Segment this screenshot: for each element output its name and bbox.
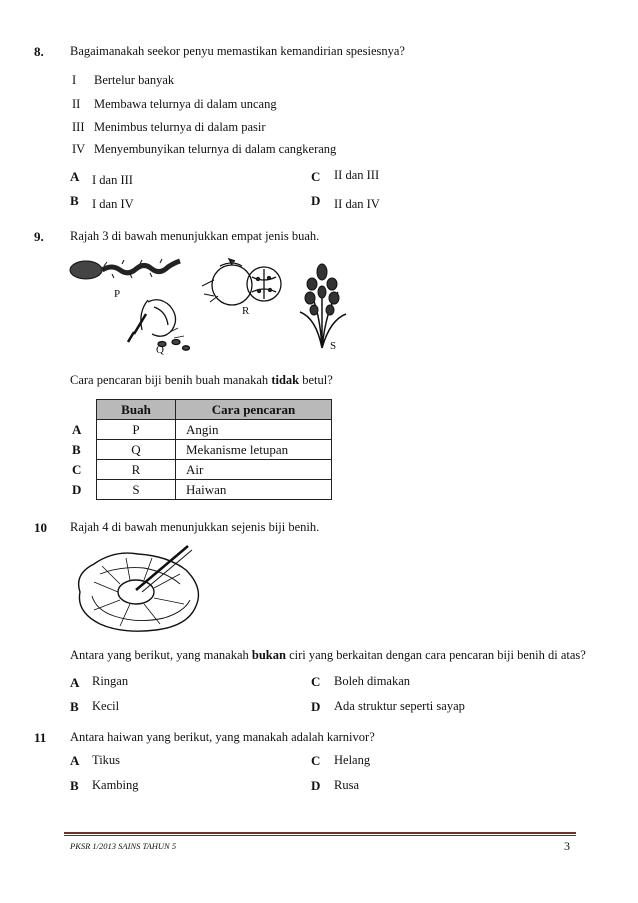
table-row [70,460,332,480]
statement-text: Bertelur banyak [94,73,175,87]
fruit-p-drawing [70,259,180,279]
fruit-q-drawing [128,300,190,350]
option-letter: A [70,675,80,690]
fruit-s-drawing [300,264,346,348]
table-row [70,440,332,460]
cell-buah: P [97,420,176,440]
question-text-part: Antara yang berikut, yang manakah [70,648,252,662]
seed-figure [70,544,220,636]
fruit-r-drawing [202,259,281,305]
option-letter: B [70,193,79,208]
fig-label-q: Q [156,344,164,356]
question-text [70,373,333,388]
option-text: II dan III [334,168,380,182]
statement-roman: I [72,73,77,87]
question-stem: Rajah 4 di bawah menunjukkan sejenis biji benih. [70,520,320,534]
statement-text: Membawa telurnya di dalam uncang [94,97,277,111]
option-letter: D [311,193,321,208]
fig-label-p: P [114,288,121,300]
option-text: Helang [334,753,371,767]
footer-divider [64,832,576,834]
row-letter: D [72,481,82,497]
option-text: II dan IV [334,197,380,211]
question-text-part: ciri yang berkaitan dengan cara pencaran biji benih di atas? [285,648,586,662]
statement-text: Menyembunyikan telurnya di dalam cangkerang [94,142,337,156]
option-letter: C [311,169,321,184]
table-row [70,420,332,440]
cell-buah: S [97,480,176,500]
question-text [70,648,586,663]
footer-divider [64,835,576,836]
question-emphasis: bukan [251,648,286,662]
option-letter: B [70,699,79,714]
statement-roman: III [72,120,85,134]
question-stem: Rajah 3 di bawah menunjukkan empat jenis buah. [70,229,320,243]
statement-text: Menimbus telurnya di dalam pasir [94,120,266,134]
option-text: I dan IV [92,197,134,211]
cell-cara: Mekanisme letupan [176,440,332,460]
statement-roman: II [72,97,81,111]
dispersal-table [70,399,332,500]
option-letter: B [70,778,79,793]
question-stem: Bagaimanakah seekor penyu memastikan kemandirian spesiesnya? [70,44,405,58]
option-text: I dan III [92,173,133,187]
question-stem: Antara haiwan yang berikut, yang manakah adalah karnivor? [70,730,375,744]
footer-text: PKSR 1/2013 SAINS TAHUN 5 [70,841,177,851]
question-number: 8. [34,44,44,59]
table-header-row [70,400,332,420]
option-text: Kecil [92,699,120,713]
option-letter: A [70,753,80,768]
option-text: Rusa [334,778,359,792]
row-letter: B [72,441,81,457]
option-letter: C [311,753,321,768]
option-letter: C [311,674,321,689]
fruit-types-figure [64,252,374,360]
statement-roman: IV [72,142,86,156]
winged-seed-drawing [79,546,199,631]
row-letter: C [72,461,82,477]
cell-cara: Angin [176,420,332,440]
question-number: 11 [34,730,47,745]
table-header: Cara pencaran [176,400,332,420]
fig-label-s: S [330,340,337,352]
option-letter: D [311,699,321,714]
cell-cara: Air [176,460,332,480]
question-number: 9. [34,229,44,244]
fig-label-r: R [242,305,250,317]
page-number: 3 [564,839,570,853]
question-number: 10 [34,520,47,535]
question-emphasis: tidak [271,373,300,387]
table-row [70,480,332,500]
cell-buah: R [97,460,176,480]
row-letter: A [72,421,82,437]
option-text: Kambing [92,778,139,792]
cell-buah: Q [97,440,176,460]
option-letter: A [70,169,80,184]
option-text: Ada struktur seperti sayap [334,699,465,713]
option-text: Ringan [92,674,129,688]
option-text: Tikus [92,753,121,767]
question-text-part: Cara pencaran biji benih buah manakah [70,373,272,387]
cell-cara: Haiwan [176,480,332,500]
option-text: Boleh dimakan [334,674,411,688]
question-text-part: betul? [299,373,333,387]
option-letter: D [311,778,321,793]
table-header: Buah [97,400,176,420]
